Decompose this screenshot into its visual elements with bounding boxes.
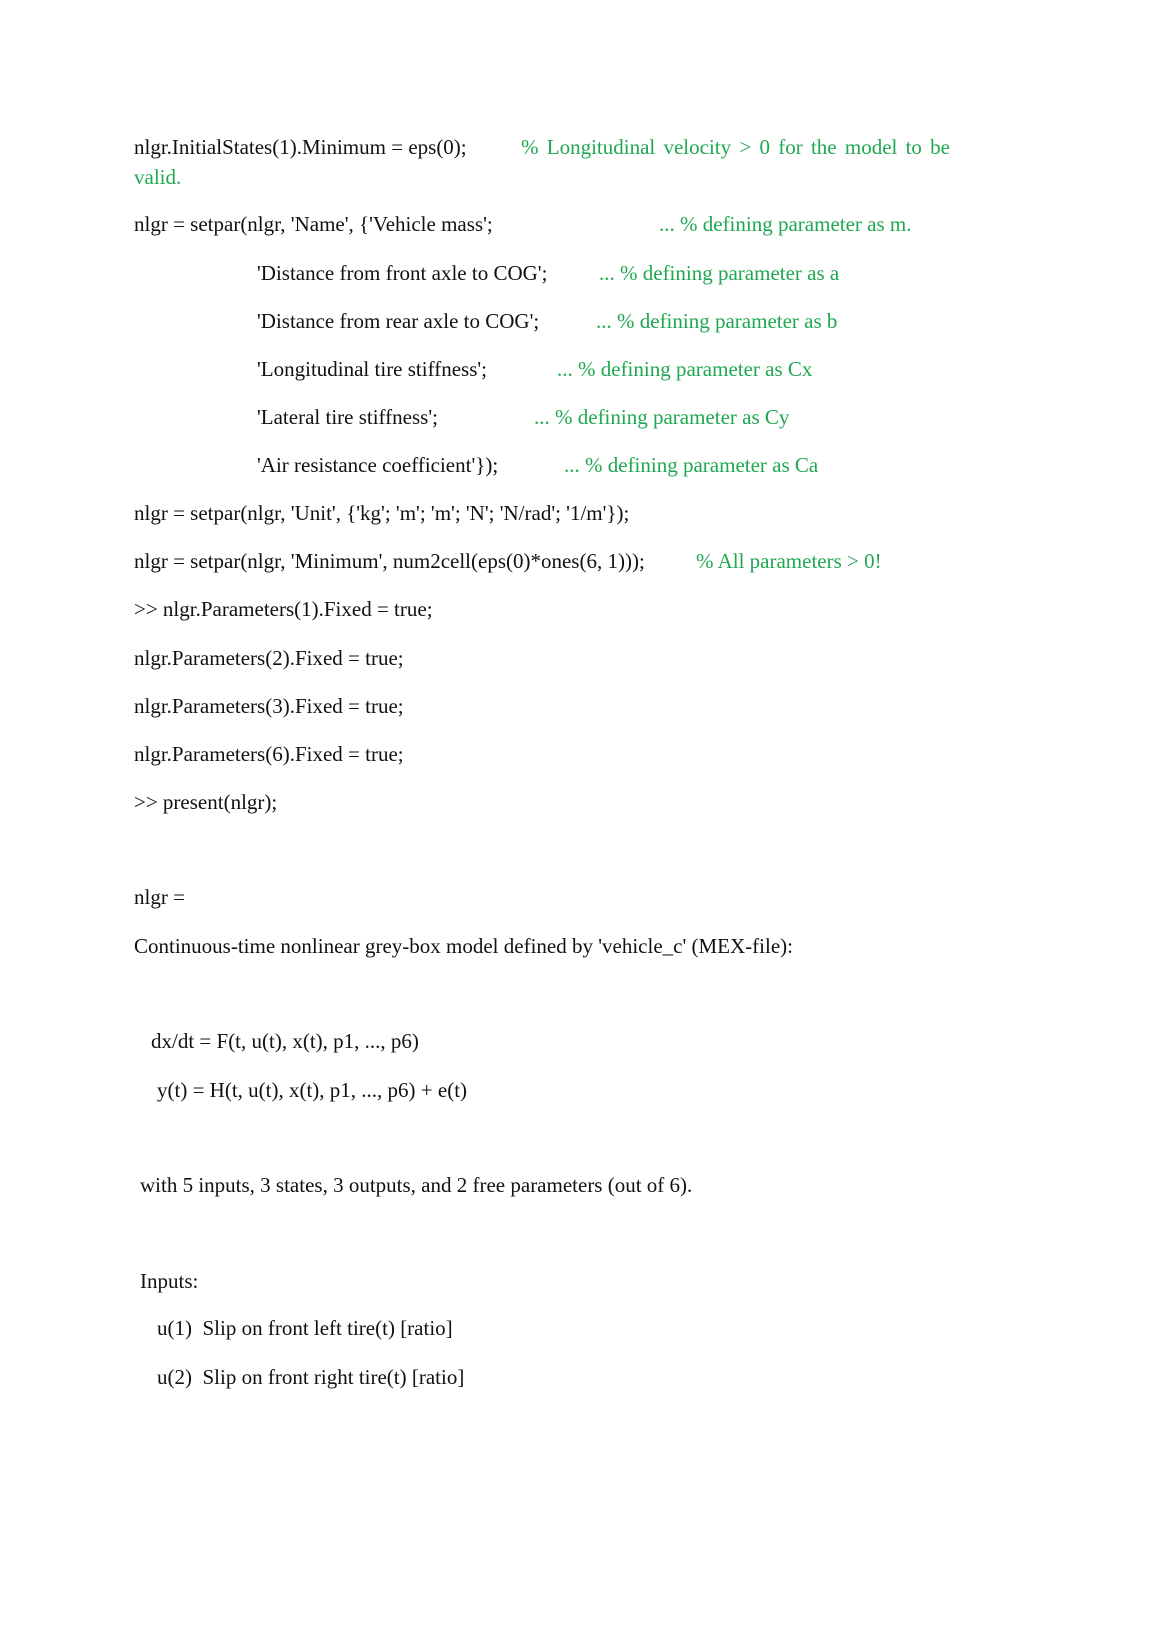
code-line: nlgr = setpar(nlgr, 'Name', {'Vehicle mass'; <box>134 212 493 236</box>
output-line: dx/dt = F(t, u(t), x(t), p1, ..., p6) <box>151 1029 419 1053</box>
code-comment: ... % defining parameter as a <box>599 261 840 285</box>
code-line: 'Air resistance coefficient'}); <box>257 453 499 477</box>
code-line: nlgr.Parameters(2).Fixed = true; <box>134 646 404 670</box>
code-line: >> nlgr.Parameters(1).Fixed = true; <box>134 597 433 621</box>
code-line: 'Distance from rear axle to COG'; <box>257 309 540 333</box>
code-line: nlgr = setpar(nlgr, 'Minimum', num2cell(eps(0)*ones(6, 1))); <box>134 549 645 573</box>
code-comment: valid. <box>134 165 182 189</box>
output-line: u(2) Slip on front right tire(t) [ratio] <box>157 1365 465 1389</box>
code-line: nlgr = setpar(nlgr, 'Unit', {'kg'; 'm'; 'm'; 'N'; 'N/rad'; '1/m'}); <box>134 501 630 525</box>
output-line: Continuous-time nonlinear grey-box model defined by 'vehicle_c' (MEX-file): <box>134 934 793 958</box>
output-line: y(t) = H(t, u(t), x(t), p1, ..., p6) + e(t) <box>157 1078 468 1102</box>
output-line: nlgr = <box>134 885 185 909</box>
code-comment: ... % defining parameter as b <box>596 309 838 333</box>
code-comment: ... % defining parameter as m. <box>659 212 912 236</box>
output-line: u(1) Slip on front left tire(t) [ratio] <box>157 1316 453 1340</box>
code-line: nlgr.Parameters(6).Fixed = true; <box>134 742 404 766</box>
code-line: 'Longitudinal tire stiffness'; <box>257 357 487 381</box>
output-line: with 5 inputs, 3 states, 3 outputs, and 2 free parameters (out of 6). <box>140 1173 693 1197</box>
code-comment: % All parameters > 0! <box>696 549 882 573</box>
output-line: Inputs: <box>140 1269 199 1293</box>
code-line: nlgr.Parameters(3).Fixed = true; <box>134 694 404 718</box>
code-comment: % Longitudinal velocity > 0 for the model to be <box>521 135 951 159</box>
code-comment: ... % defining parameter as Cx <box>557 357 813 381</box>
code-line: 'Lateral tire stiffness'; <box>257 405 438 429</box>
code-line: >> present(nlgr); <box>134 790 278 814</box>
code-line: nlgr.InitialStates(1).Minimum = eps(0); <box>134 135 467 159</box>
code-comment: ... % defining parameter as Ca <box>564 453 819 477</box>
code-line: 'Distance from front axle to COG'; <box>257 261 548 285</box>
code-comment: ... % defining parameter as Cy <box>534 405 790 429</box>
